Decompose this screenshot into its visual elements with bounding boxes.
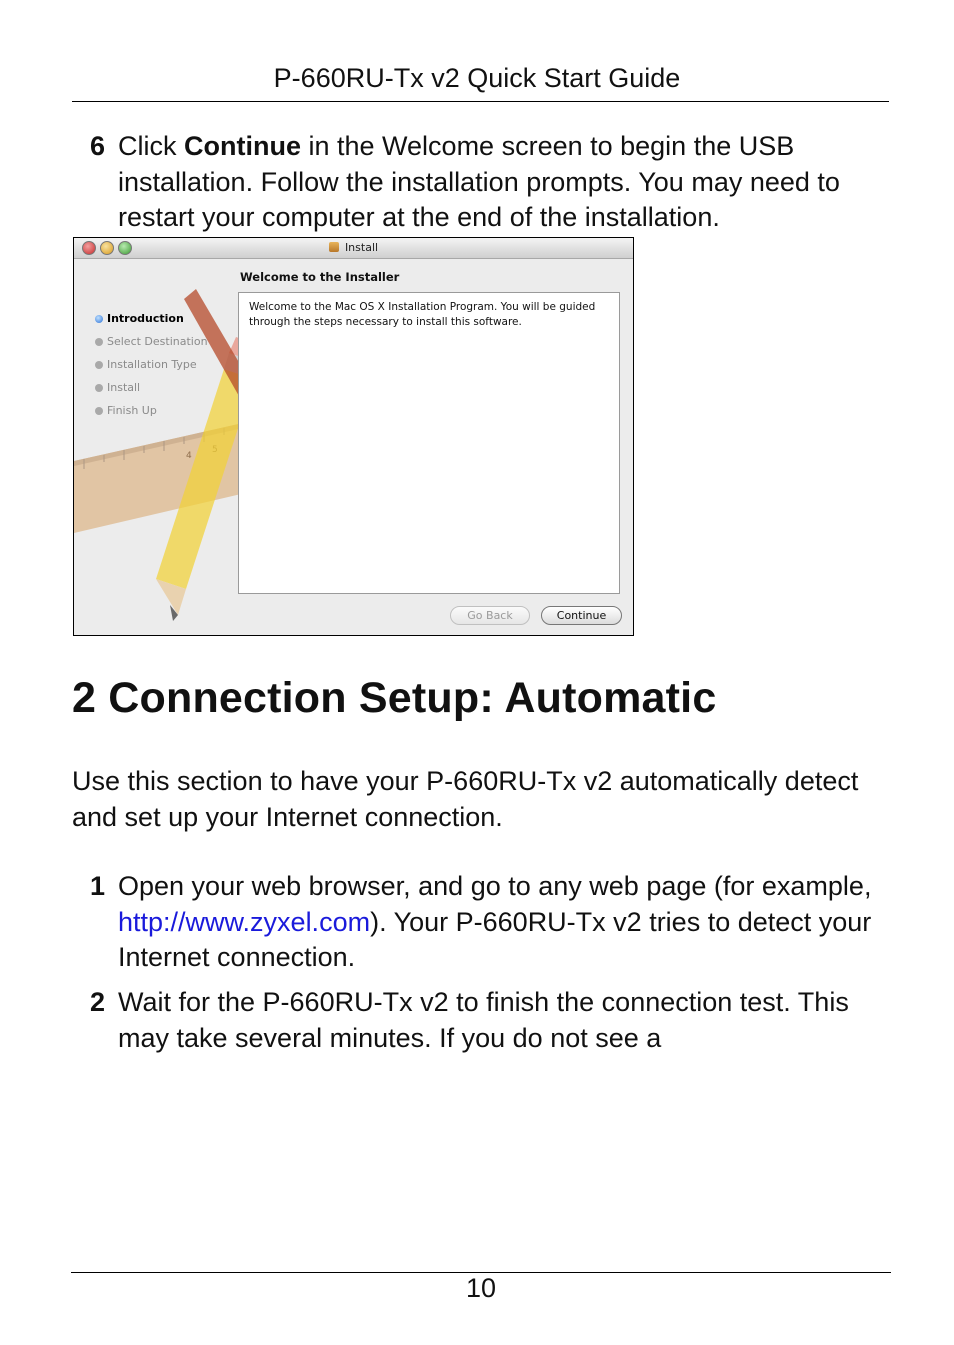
section-intro: Use this section to have your P-660RU-Tx v2 automatically detect and set up your Internet connection. [72,766,859,832]
installer-screenshot [73,237,634,636]
step-text: Click Continue in the Welcome screen to begin the USB installation. Follow the installation prompts. You may need to restart your computer at the end of the installation. [118,131,840,232]
step-number: 2 [90,987,106,1017]
zyxel-link[interactable]: http://www.zyxel.com [118,906,371,937]
step-item-install[interactable]: Install [94,381,208,404]
step-bullet-icon [95,361,103,369]
installer-body-text: Welcome to the Mac OS X Installation Program. You will be guided through the steps necessary to install this software. [249,301,596,328]
step-bullet-icon [95,384,103,392]
step-item-finish-up[interactable]: Finish Up [94,404,208,427]
continue-button[interactable]: Continue [541,606,622,625]
installer-heading: Welcome to the Installer [240,270,400,284]
step-text: Open your web browser, and go to any web page (for example, http://www.zyxel.com). Your P-660RU-Tx v2 tries to detect your Internet connection. [118,871,872,972]
window-titlebar [74,238,633,259]
page-number: 10 [465,1273,497,1303]
section-title: 2 Connection Setup: Automatic [72,674,717,722]
header-title: P-660RU-Tx v2 Quick Start Guide [273,63,681,93]
continue-emphasis: Continue [184,131,301,161]
package-icon [329,242,339,252]
step-bullet-icon [95,407,103,415]
installer-steps [94,312,208,427]
step-text: Wait for the P-660RU-Tx v2 to finish the connection test. This may take several minutes. If you do not see a [118,987,849,1053]
step-number: 6 [90,131,106,161]
active-step-icon [95,315,103,323]
step-1 [90,869,890,976]
step-bullet-icon [95,338,103,346]
step-item-select-destination[interactable]: Select Destination [94,335,208,358]
step-item-introduction[interactable]: Introduction [94,312,208,335]
window-title: Install [74,240,633,256]
step-6 [90,129,890,236]
step-2 [90,985,890,1056]
ruler-number: 4 [186,451,192,461]
header-rule [72,101,889,102]
installer-content-pane [238,292,620,594]
go-back-button[interactable]: Go Back [450,606,530,625]
step-number: 1 [90,871,106,901]
step-item-installation-type[interactable]: Installation Type [94,358,208,381]
